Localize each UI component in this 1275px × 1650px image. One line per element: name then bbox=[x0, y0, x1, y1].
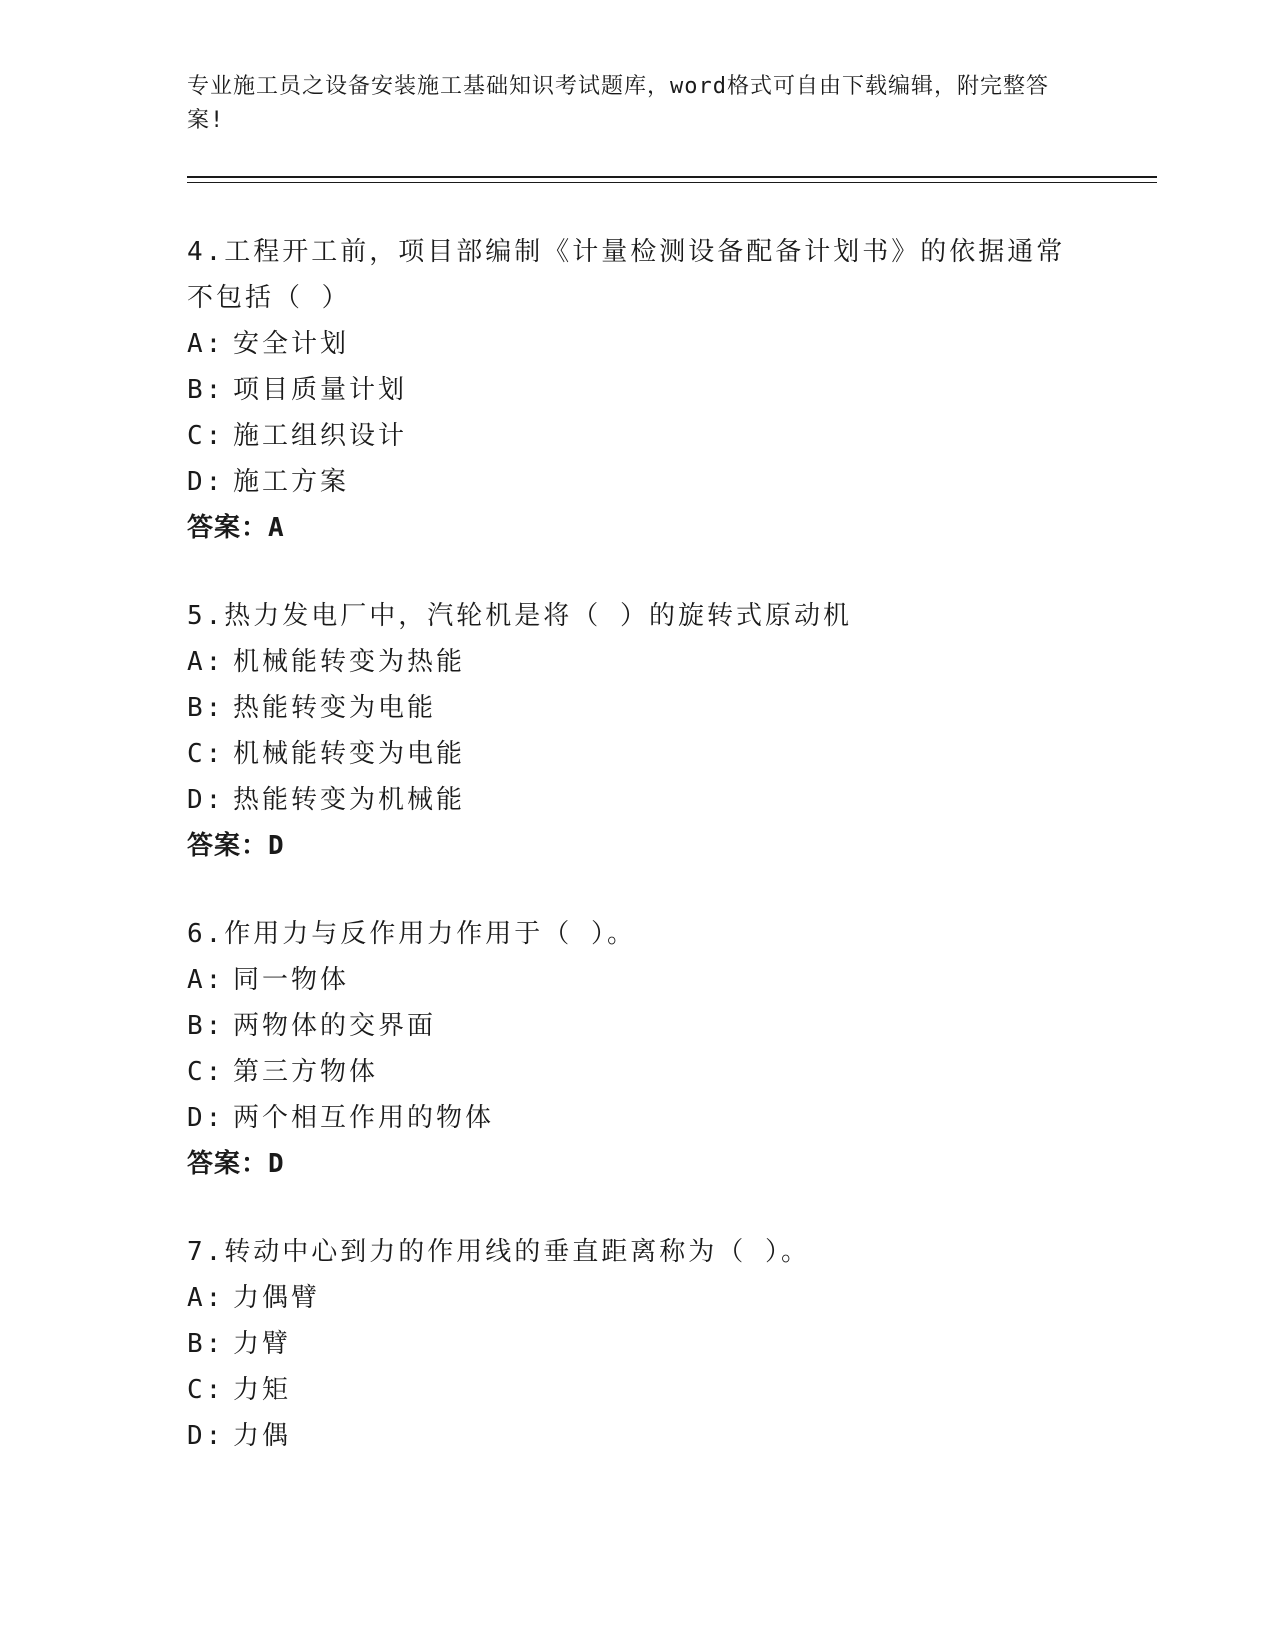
option-letter: C: bbox=[187, 1057, 225, 1087]
option-text: 机械能转变为热能 bbox=[233, 647, 466, 677]
question-stem: 7.转动中心到力的作用线的垂直距离称为（ ）。 bbox=[187, 1237, 810, 1267]
option-letter: D: bbox=[187, 467, 225, 497]
question-stem: 4.工程开工前，项目部编制《计量检测设备配备计划书》的依据通常不包括（ ） bbox=[187, 237, 1066, 313]
option-letter: B: bbox=[187, 1329, 225, 1359]
option-c bbox=[187, 1367, 1157, 1413]
option-b bbox=[187, 1321, 1157, 1367]
option-d bbox=[187, 1413, 1157, 1459]
option-a bbox=[187, 1275, 1157, 1321]
question-4 bbox=[187, 229, 1157, 551]
question-stem: 5.热力发电厂中，汽轮机是将（ ）的旋转式原动机 bbox=[187, 601, 852, 631]
option-b bbox=[187, 1003, 1157, 1049]
option-a bbox=[187, 321, 1157, 367]
option-text: 力偶 bbox=[233, 1421, 292, 1451]
option-text: 力臂 bbox=[233, 1329, 292, 1359]
option-text: 安全计划 bbox=[233, 329, 350, 359]
document-page bbox=[187, 70, 1157, 1501]
option-a bbox=[187, 957, 1157, 1003]
option-text: 力矩 bbox=[233, 1375, 292, 1405]
question-stem: 6.作用力与反作用力作用于（ ）。 bbox=[187, 919, 636, 949]
question-5 bbox=[187, 593, 1157, 869]
option-letter: C: bbox=[187, 1375, 225, 1405]
option-text: 施工组织设计 bbox=[233, 421, 408, 451]
option-text: 第三方物体 bbox=[233, 1057, 379, 1087]
question-6 bbox=[187, 911, 1157, 1187]
option-letter: A: bbox=[187, 329, 225, 359]
option-text: 两物体的交界面 bbox=[233, 1011, 437, 1041]
option-letter: D: bbox=[187, 1421, 225, 1451]
option-d bbox=[187, 777, 1157, 823]
option-text: 力偶臂 bbox=[233, 1283, 321, 1313]
option-letter: B: bbox=[187, 1011, 225, 1041]
option-text: 机械能转变为电能 bbox=[233, 739, 466, 769]
answer-label: 答案：A bbox=[187, 513, 285, 543]
header-divider bbox=[187, 176, 1157, 183]
option-letter: A: bbox=[187, 647, 225, 677]
option-letter: C: bbox=[187, 421, 225, 451]
option-c bbox=[187, 413, 1157, 459]
option-text: 施工方案 bbox=[233, 467, 350, 497]
option-letter: A: bbox=[187, 965, 225, 995]
option-letter: A: bbox=[187, 1283, 225, 1313]
option-c bbox=[187, 731, 1157, 777]
option-text: 热能转变为电能 bbox=[233, 693, 437, 723]
option-letter: B: bbox=[187, 693, 225, 723]
option-b bbox=[187, 367, 1157, 413]
option-d bbox=[187, 459, 1157, 505]
option-text: 项目质量计划 bbox=[233, 375, 408, 405]
question-7 bbox=[187, 1229, 1157, 1459]
option-letter: D: bbox=[187, 785, 225, 815]
answer-label: 答案：D bbox=[187, 831, 285, 861]
option-letter: D: bbox=[187, 1103, 225, 1133]
option-c bbox=[187, 1049, 1157, 1095]
option-b bbox=[187, 685, 1157, 731]
answer-label: 答案：D bbox=[187, 1149, 285, 1179]
option-text: 热能转变为机械能 bbox=[233, 785, 466, 815]
option-d bbox=[187, 1095, 1157, 1141]
option-letter: B: bbox=[187, 375, 225, 405]
question-list bbox=[187, 229, 1157, 1459]
option-text: 两个相互作用的物体 bbox=[233, 1103, 495, 1133]
option-text: 同一物体 bbox=[233, 965, 350, 995]
option-letter: C: bbox=[187, 739, 225, 769]
document-header: 专业施工员之设备安装施工基础知识考试题库，word格式可自由下载编辑，附完整答案! bbox=[187, 74, 1049, 133]
option-a bbox=[187, 639, 1157, 685]
